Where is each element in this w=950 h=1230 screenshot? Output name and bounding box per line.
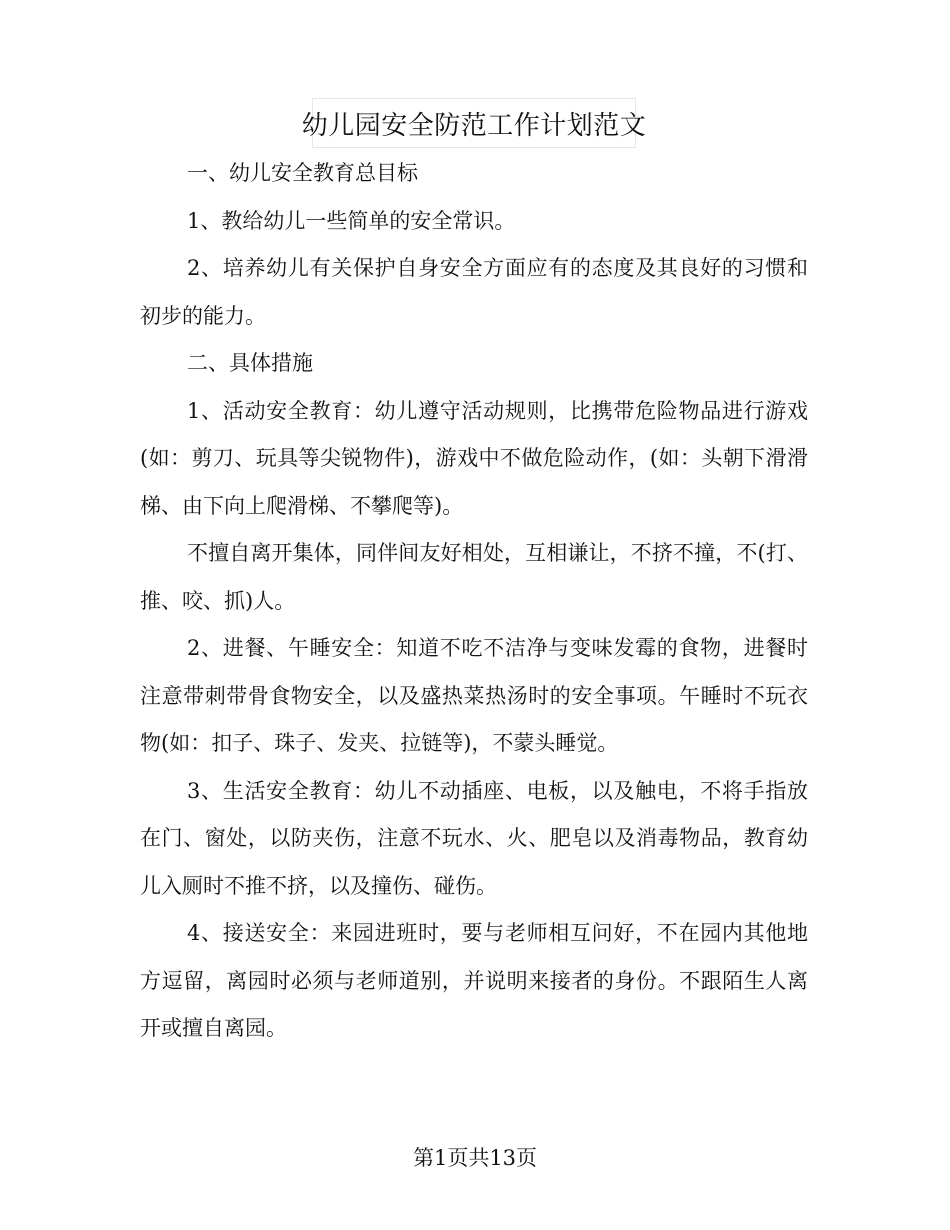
paragraph-group-conduct: 不擅自离开集体，同伴间友好相处，互相谦让，不挤不撞，不(打、推、咬、抓)人。 <box>140 541 808 613</box>
page-footer: 第1页共13页 <box>412 1146 538 1170</box>
paragraph-pickup-safety: 4、接送安全：来园进班时，要与老师相互问好，不在园内其他地方逗留，离园时必须与老师道别，并说明来接者的身份。不跟陌生人离开或擅自离园。 <box>140 921 808 1040</box>
paragraph-life-safety: 3、生活安全教育：幼儿不动插座、电板，以及触电，不将手指放在门、窗处，以防夹伤，注意不玩水、火、肥皂以及消毒物品，教育幼儿入厕时不推不挤，以及撞伤、碰伤。 <box>140 778 808 898</box>
paragraph-activity-safety: 1、活动安全教育：幼儿遵守活动规则，比携带危险物品进行游戏(如：剪刀、玩具等尖锐物件)，游戏中不做危险动作，(如：头朝下滑滑梯、由下向上爬滑梯、不攀爬等)。 <box>140 398 808 518</box>
section-heading-measures: 二、具体措施 <box>187 351 313 375</box>
section-heading-goals: 一、幼儿安全教育总目标 <box>187 161 418 185</box>
document-title: 幼儿园安全防范工作计划范文 <box>301 110 647 141</box>
title-box <box>301 98 647 148</box>
paragraph-goal-2: 2、培养幼儿有关保护自身安全方面应有的态度及其良好的习惯和初步的能力。 <box>140 256 808 328</box>
paragraph-meal-nap-safety: 2、进餐、午睡安全：知道不吃不洁净与变味发霉的食物，进餐时注意带刺带骨食物安全，以及盛热菜热汤时的安全事项。午睡时不玩衣物(如：扣子、珠子、发夹、拉链等)，不蒙头睡觉。 <box>140 636 808 755</box>
paragraph-goal-1: 1、教给幼儿一些简单的安全常识。 <box>187 208 516 233</box>
document-body <box>140 150 808 1053</box>
